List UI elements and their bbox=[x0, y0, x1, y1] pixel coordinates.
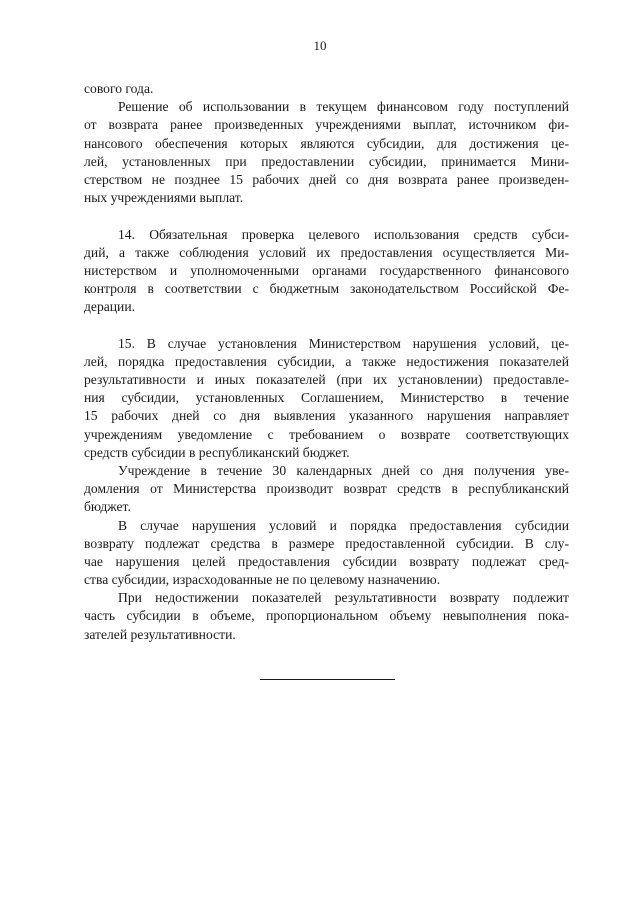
text-line: В случае нарушения условий и порядка предоставления субсидии bbox=[118, 517, 569, 533]
text-line: нансового обеспечения которых являются субсидии, для достижения це- bbox=[84, 135, 569, 151]
document-body bbox=[84, 80, 569, 644]
paragraph-14 bbox=[84, 226, 569, 317]
text-line: Решение об использовании в текущем финансовом году поступлений bbox=[118, 99, 569, 115]
text-line: контроля в соответствии с бюджетным законодательством Российской Фе- bbox=[84, 281, 569, 297]
text-line: от возврата ранее произведенных учреждениями выплат, источником фи- bbox=[84, 117, 569, 133]
text-line: стерством не позднее 15 рабочих дней со дня возврата ранее произведен- bbox=[84, 171, 569, 187]
text-line: ных учреждениями выплат. bbox=[84, 190, 244, 206]
text-line: ния субсидии, установленных Соглашением, Министерство в течение bbox=[84, 390, 569, 406]
end-separator-line bbox=[260, 679, 395, 680]
text-line: 15. В случае установления Министерством нарушения условий, це- bbox=[118, 335, 569, 351]
text-line: домления от Министерства производит возврат средств в республиканский bbox=[84, 481, 569, 497]
text-line: часть субсидии в объеме, пропорциональном объему невыполнения пока- bbox=[84, 608, 569, 624]
paragraph-15 bbox=[84, 335, 569, 462]
paragraph-continuation bbox=[84, 80, 569, 98]
paragraph-gap bbox=[84, 207, 569, 225]
text-line: нистерством и уполномоченными органами государственного финансового bbox=[84, 262, 569, 278]
text-line: дерации. bbox=[84, 299, 136, 315]
text-line: сового года. bbox=[84, 81, 154, 96]
text-line: При недостижении показателей результативности возврату подлежит bbox=[118, 590, 569, 606]
paragraph-proportional-return bbox=[84, 589, 569, 644]
page-number: 10 bbox=[313, 38, 327, 53]
text-line: дий, а также соблюдения условий их предоставления осуществляется Ми- bbox=[84, 244, 569, 260]
text-line: ства субсидии, израсходованные не по целевому назначению. bbox=[84, 572, 441, 588]
text-line: результативности и иных показателей (при их установлении) предоставле- bbox=[84, 372, 569, 387]
text-line: зателей результативности. bbox=[84, 626, 236, 642]
paragraph-return-deadline bbox=[84, 462, 569, 517]
text-line: чае нарушения целей предоставления субсидии возврату подлежат сред- bbox=[84, 553, 569, 569]
text-line: средств субсидии в республиканский бюджет. bbox=[84, 444, 350, 460]
paragraph-violation-return bbox=[84, 517, 569, 590]
paragraph-gap bbox=[84, 316, 569, 334]
text-line: возврату подлежат средства в размере предоставленной субсидии. В слу- bbox=[84, 535, 569, 551]
paragraph-reuse-of-returns bbox=[84, 98, 569, 207]
text-line: Учреждение в течение 30 календарных дней со дня получения уве- bbox=[118, 462, 569, 478]
text-line: бюджет. bbox=[84, 499, 131, 515]
text-line: 15 рабочих дней со дня выявления указанного нарушения направляет bbox=[84, 408, 569, 424]
text-line: 14. Обязательная проверка целевого использования средств субси- bbox=[118, 226, 569, 242]
text-line: учреждениям уведомление с требованием о возврате соответствующих bbox=[84, 426, 569, 442]
text-line: лей, порядка предоставления субсидии, а также недостижения показателей bbox=[84, 353, 569, 369]
text-line: лей, установленных при предоставлении субсидии, принимается Мини- bbox=[84, 153, 569, 169]
